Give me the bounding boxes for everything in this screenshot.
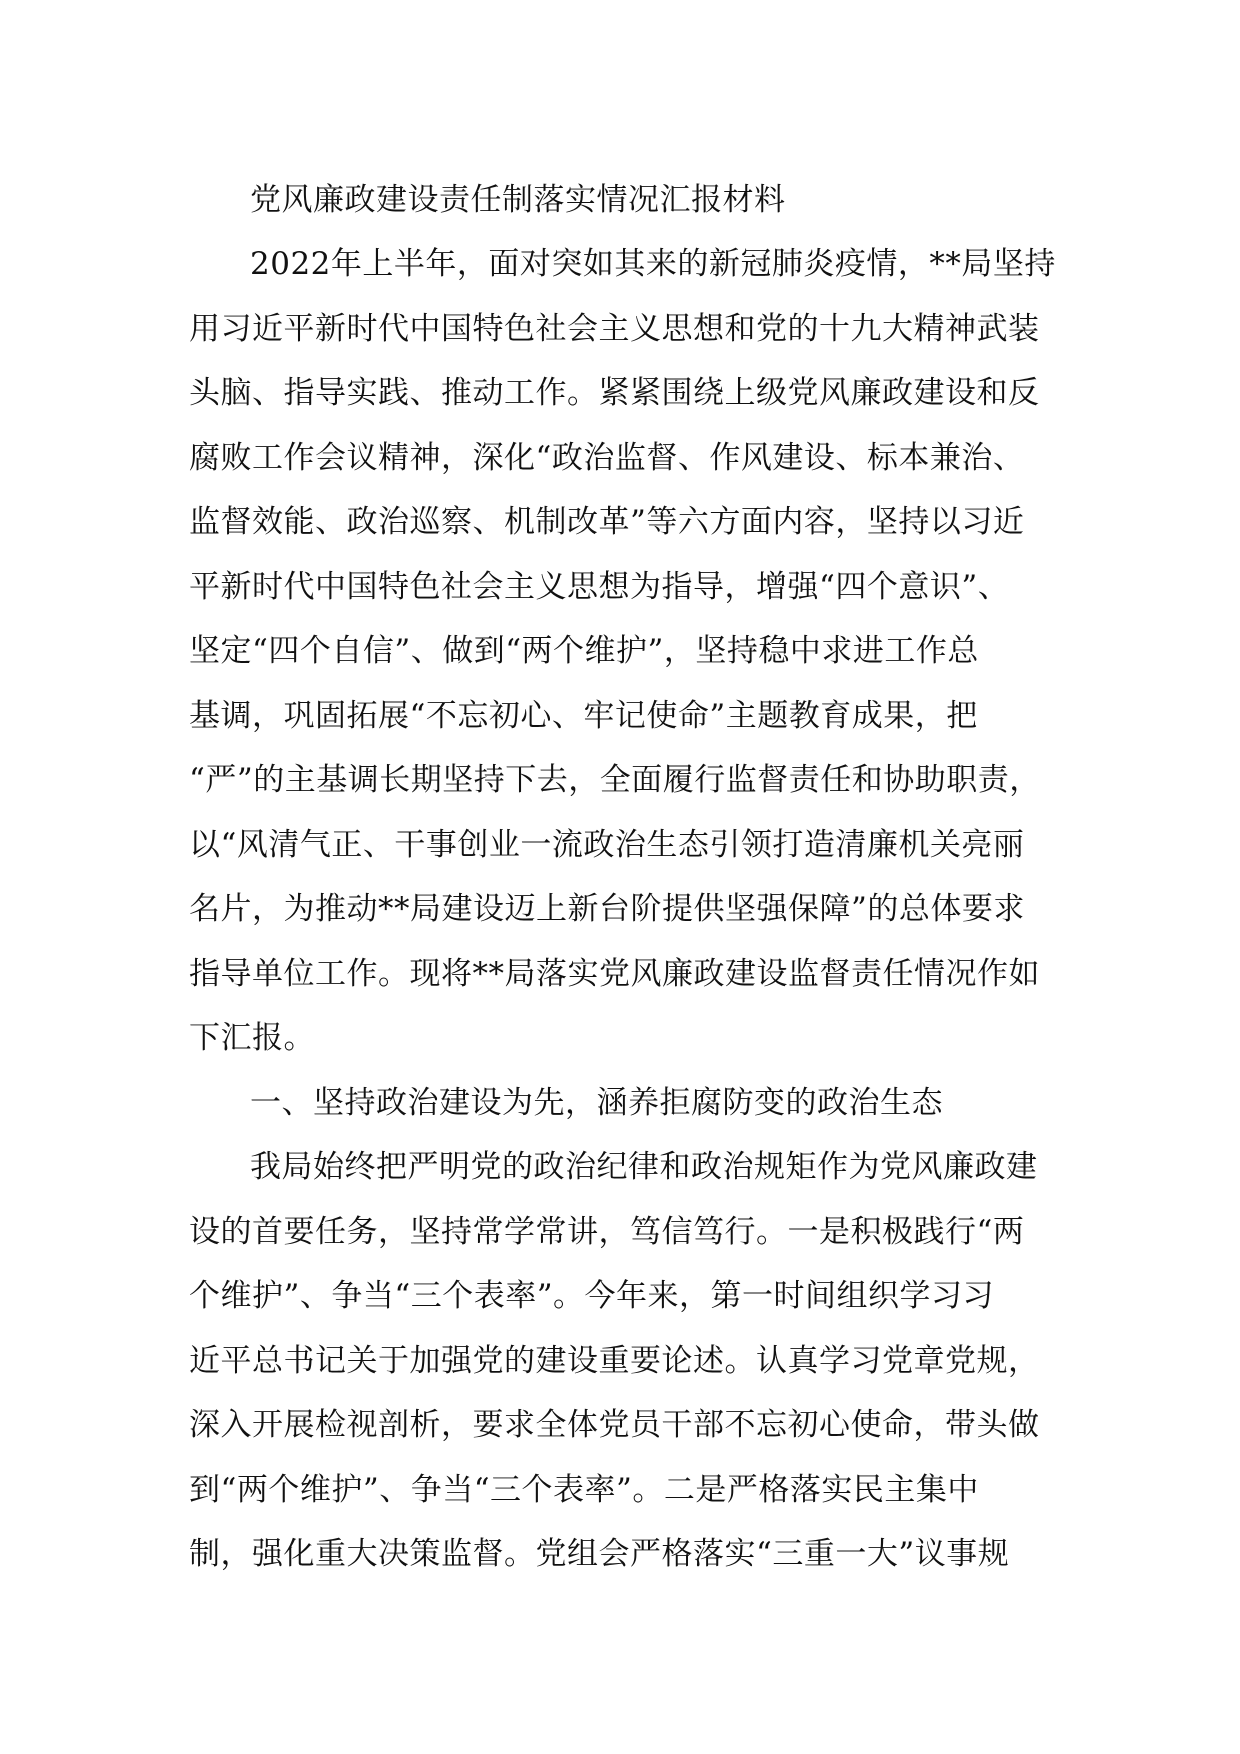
document-title: 党风廉政建设责任制落实情况汇报材料 [250, 182, 786, 218]
section-heading: 一、坚持政治建设为先，涵养拒腐防变的政治生态 [250, 1085, 943, 1121]
paragraph-line: 下汇报。 [189, 1020, 315, 1056]
paragraph-line: 制，强化重大决策监督。党组会严格落实“三重一大”议事规 [189, 1536, 1010, 1572]
paragraph-line: 指导单位工作。现将**局落实党风廉政建设监督责任情况作如 [189, 956, 1040, 992]
paragraph-line: 名片，为推动**局建设迈上新台阶提供坚强保障”的总体要求 [189, 891, 1025, 927]
paragraph-line: 头脑、指导实践、推动工作。紧紧围绕上级党风廉政建设和反 [189, 375, 1040, 411]
paragraph-line: 设的首要任务，坚持常学常讲，笃信笃行。一是积极践行“两 [189, 1214, 1025, 1250]
paragraph-line: 基调，巩固拓展“不忘初心、牢记使命”主题教育成果，把 [189, 698, 978, 734]
paragraph-line: 平新时代中国特色社会主义思想为指导，增强“四个意识”、 [189, 569, 1010, 605]
paragraph-line: 腐败工作会议精神，深化“政治监督、作风建设、标本兼治、 [189, 440, 1025, 476]
paragraph-line: 我局始终把严明党的政治纪律和政治规矩作为党风廉政建 [250, 1149, 1038, 1185]
paragraph-line: 监督效能、政治巡察、机制改革”等六方面内容，坚持以习近 [189, 504, 1025, 540]
paragraph-line: “严”的主基调长期坚持下去，全面履行监督责任和协助职责， [189, 762, 1041, 798]
paragraph-line: 近平总书记关于加强党的建设重要论述。认真学习党章党规， [189, 1343, 1040, 1379]
paragraph-line: 以“风清气正、干事创业一流政治生态引领打造清廉机关亮丽 [189, 827, 1025, 863]
paragraph-line: 2022年上半年，面对突如其来的新冠肺炎疫情，**局坚持 [250, 246, 1056, 282]
paragraph-line: 个维护”、争当“三个表率”。今年来，第一时间组织学习习 [189, 1278, 995, 1314]
paragraph-line: 用习近平新时代中国特色社会主义思想和党的十九大精神武装 [189, 311, 1040, 347]
paragraph-line: 到“两个维护”、争当“三个表率”。二是严格落实民主集中 [189, 1472, 979, 1508]
paragraph-line: 坚定“四个自信”、做到“两个维护”，坚持稳中求进工作总 [189, 633, 979, 669]
paragraph-line: 深入开展检视剖析，要求全体党员干部不忘初心使命，带头做 [189, 1407, 1040, 1443]
